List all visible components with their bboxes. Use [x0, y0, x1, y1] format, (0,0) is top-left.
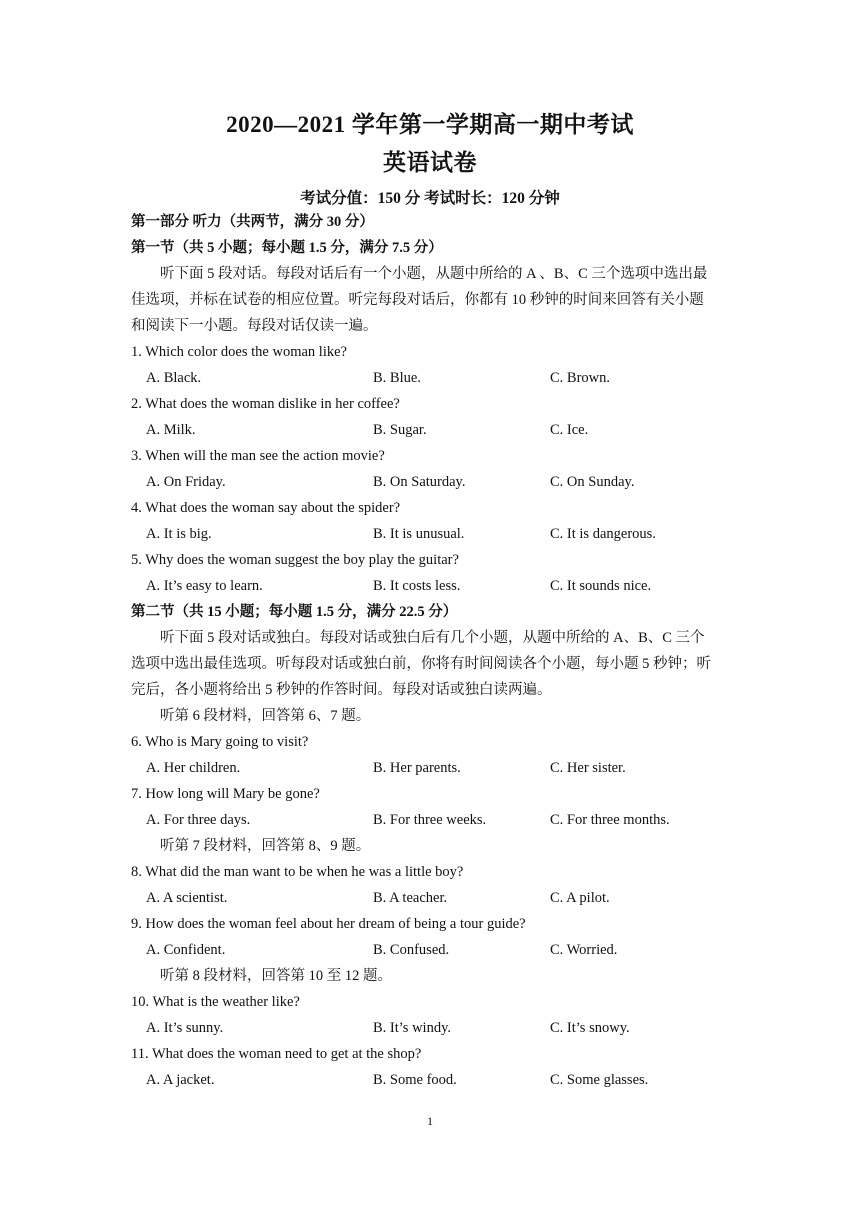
question-4: 4. What does the woman say about the spider? — [131, 500, 401, 516]
section2-heading: 第二节（共 15 小题；每小题 1.5 分，满分 22.5 分） — [131, 604, 458, 620]
section2-instruction-line: 完后，各小题将给出 5 秒钟的作答时间。每段对话或独白读两遍。 — [131, 682, 552, 698]
section1-heading: 第一节（共 5 小题；每小题 1.5 分，满分 7.5 分） — [131, 240, 443, 256]
material-note: 听第 6 段材料，回答第 6、7 题。 — [160, 708, 371, 724]
part1-heading: 第一部分 听力（共两节，满分 30 分） — [131, 214, 374, 230]
option-b: B. Her parents. — [373, 760, 461, 776]
exam-subject: 英语试卷 — [383, 150, 477, 175]
section2-instruction-line: 选项中选出最佳选项。听每段对话或独白前，你将有时间阅读各个小题，每小题 5 秒钟；听 — [131, 656, 711, 672]
question-10: 10. What is the weather like? — [131, 994, 300, 1010]
option-c: C. It’s snowy. — [550, 1020, 630, 1036]
option-a: A. For three days. — [146, 812, 251, 828]
material-note: 听第 8 段材料，回答第 10 至 12 题。 — [160, 968, 392, 984]
question-2: 2. What does the woman dislike in her coffee? — [131, 396, 400, 412]
option-a: A. Black. — [146, 370, 202, 386]
option-c: C. On Sunday. — [550, 474, 635, 490]
option-a: A. Her children. — [146, 760, 241, 776]
section1-instruction-line: 听下面 5 段对话。每段对话后有一个小题，从题中所给的 A 、B、C 三个选项中选出最 — [160, 266, 708, 282]
section1-instruction-line: 佳选项，并标在试卷的相应位置。听完每段对话后，你都有 10 秒钟的时间来回答有关小题 — [131, 292, 704, 308]
question-1: 1. Which color does the woman like? — [131, 344, 347, 360]
question-7: 7. How long will Mary be gone? — [131, 786, 320, 802]
exam-title: 2020—2021 学年第一学期高一期中考试 — [226, 112, 634, 137]
option-c: C. Worried. — [550, 942, 618, 958]
option-c: C. For three months. — [550, 812, 670, 828]
option-b: B. Confused. — [373, 942, 450, 958]
section1-instruction-line: 和阅读下一小题。每段对话仅读一遍。 — [131, 318, 378, 334]
option-c: C. Some glasses. — [550, 1072, 649, 1088]
option-a: A. It is big. — [146, 526, 212, 542]
option-b: B. It’s windy. — [373, 1020, 452, 1036]
question-5: 5. Why does the woman suggest the boy play the guitar? — [131, 552, 459, 568]
question-6: 6. Who is Mary going to visit? — [131, 734, 309, 750]
option-a: A. Milk. — [146, 422, 196, 438]
option-c: C. A pilot. — [550, 890, 610, 906]
option-c: C. It sounds nice. — [550, 578, 652, 594]
question-9: 9. How does the woman feel about her dream of being a tour guide? — [131, 916, 526, 932]
option-b: B. A teacher. — [373, 890, 448, 906]
page-number: 1 — [427, 1114, 433, 1128]
option-b: B. Sugar. — [373, 422, 427, 438]
section2-instruction-line: 听下面 5 段对话或独白。每段对话或独白后有几个小题，从题中所给的 A、B、C 三个 — [160, 630, 705, 646]
option-b: B. It is unusual. — [373, 526, 465, 542]
option-a: A. On Friday. — [146, 474, 226, 490]
option-b: B. For three weeks. — [373, 812, 487, 828]
option-a: A. It’s easy to learn. — [146, 578, 263, 594]
option-a: A. A scientist. — [146, 890, 228, 906]
option-c: C. Ice. — [550, 422, 589, 438]
option-a: A. A jacket. — [146, 1072, 215, 1088]
option-b: B. Blue. — [373, 370, 421, 386]
option-b: B. Some food. — [373, 1072, 457, 1088]
question-11: 11. What does the woman need to get at the shop? — [131, 1046, 422, 1062]
option-b: B. It costs less. — [373, 578, 461, 594]
option-c: C. Her sister. — [550, 760, 626, 776]
option-a: A. It’s sunny. — [146, 1020, 224, 1036]
question-3: 3. When will the man see the action movie? — [131, 448, 385, 464]
option-b: B. On Saturday. — [373, 474, 466, 490]
material-note: 听第 7 段材料，回答第 8、9 题。 — [160, 838, 371, 854]
option-c: C. It is dangerous. — [550, 526, 656, 542]
question-8: 8. What did the man want to be when he was a little boy? — [131, 864, 464, 880]
option-c: C. Brown. — [550, 370, 611, 386]
exam-meta: 考试分值：150 分 考试时长：120 分钟 — [300, 190, 560, 207]
option-a: A. Confident. — [146, 942, 226, 958]
